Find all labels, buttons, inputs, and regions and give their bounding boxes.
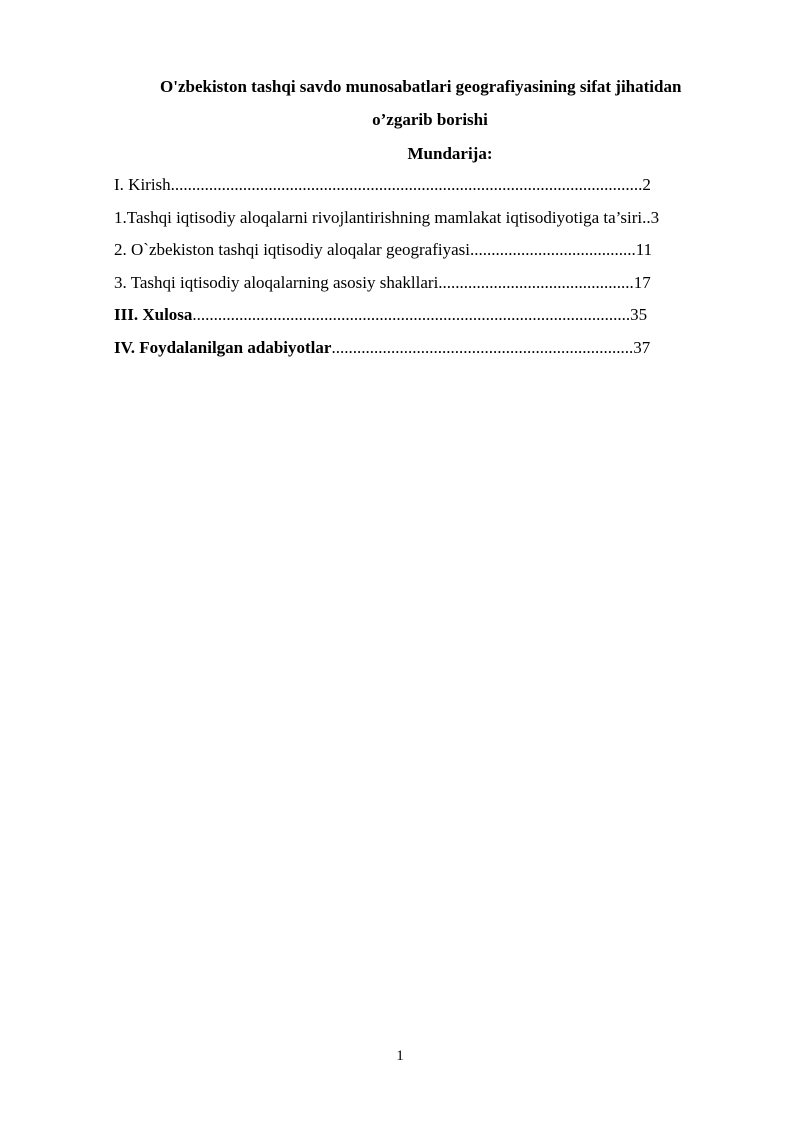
toc-entry-label: 3. Tashqi iqtisodiy aloqalarning asosiy shakllari bbox=[114, 272, 439, 292]
toc-entry-kirish[interactable] bbox=[114, 174, 734, 196]
toc-entry-label: I. Kirish bbox=[114, 175, 171, 194]
toc-entry-page: 35 bbox=[630, 305, 648, 324]
toc-entry-aloqalar-geografiyasi[interactable] bbox=[114, 239, 734, 261]
toc-entry-dots: ............................................................................................................... bbox=[170, 175, 643, 194]
toc-entry-asosiy-shakllari[interactable] bbox=[114, 272, 734, 294]
document-subtitle: o’zgarib borishi bbox=[372, 110, 488, 129]
toc-entry-label: IV. Foydalanilgan adabiyotlar bbox=[114, 337, 332, 357]
document-title: O'zbekiston tashqi savdo munosabatlari geografiyasining sifat jihatidan bbox=[160, 77, 682, 96]
toc-entry-page: 2 bbox=[642, 175, 651, 194]
page-number: 1 bbox=[396, 1048, 404, 1064]
toc-entry-adabiyotlar[interactable] bbox=[114, 337, 734, 359]
toc-entry-xulosa[interactable] bbox=[114, 304, 734, 326]
toc-entry-tashqi-iqtisodiy-aloqalar-tasiri[interactable] bbox=[114, 207, 734, 229]
toc-entry-dots: ....................................... bbox=[469, 240, 636, 259]
toc-heading: Mundarija: bbox=[407, 144, 493, 163]
toc-entry-dots: ....................................................................................................... bbox=[192, 305, 631, 324]
toc-entry-label: 1.Tashqi iqtisodiy aloqalarni rivojlantirishning mamlakat iqtisodiyotiga ta’siri bbox=[114, 207, 643, 227]
toc-entry-page: 17 bbox=[633, 272, 651, 292]
toc-entry-dots: .............................................. bbox=[438, 272, 634, 292]
toc-entry-dots: .. bbox=[642, 207, 651, 227]
toc-entry-label: 2. O`zbekiston tashqi iqtisodiy aloqalar geografiyasi bbox=[114, 240, 470, 259]
table-of-contents bbox=[114, 174, 734, 369]
toc-entry-dots: ....................................................................... bbox=[331, 337, 634, 357]
toc-entry-page: 11 bbox=[635, 240, 653, 259]
toc-entry-label: III. Xulosa bbox=[114, 305, 193, 324]
toc-entry-page: 37 bbox=[633, 337, 651, 357]
toc-entry-page: 3 bbox=[650, 207, 660, 227]
